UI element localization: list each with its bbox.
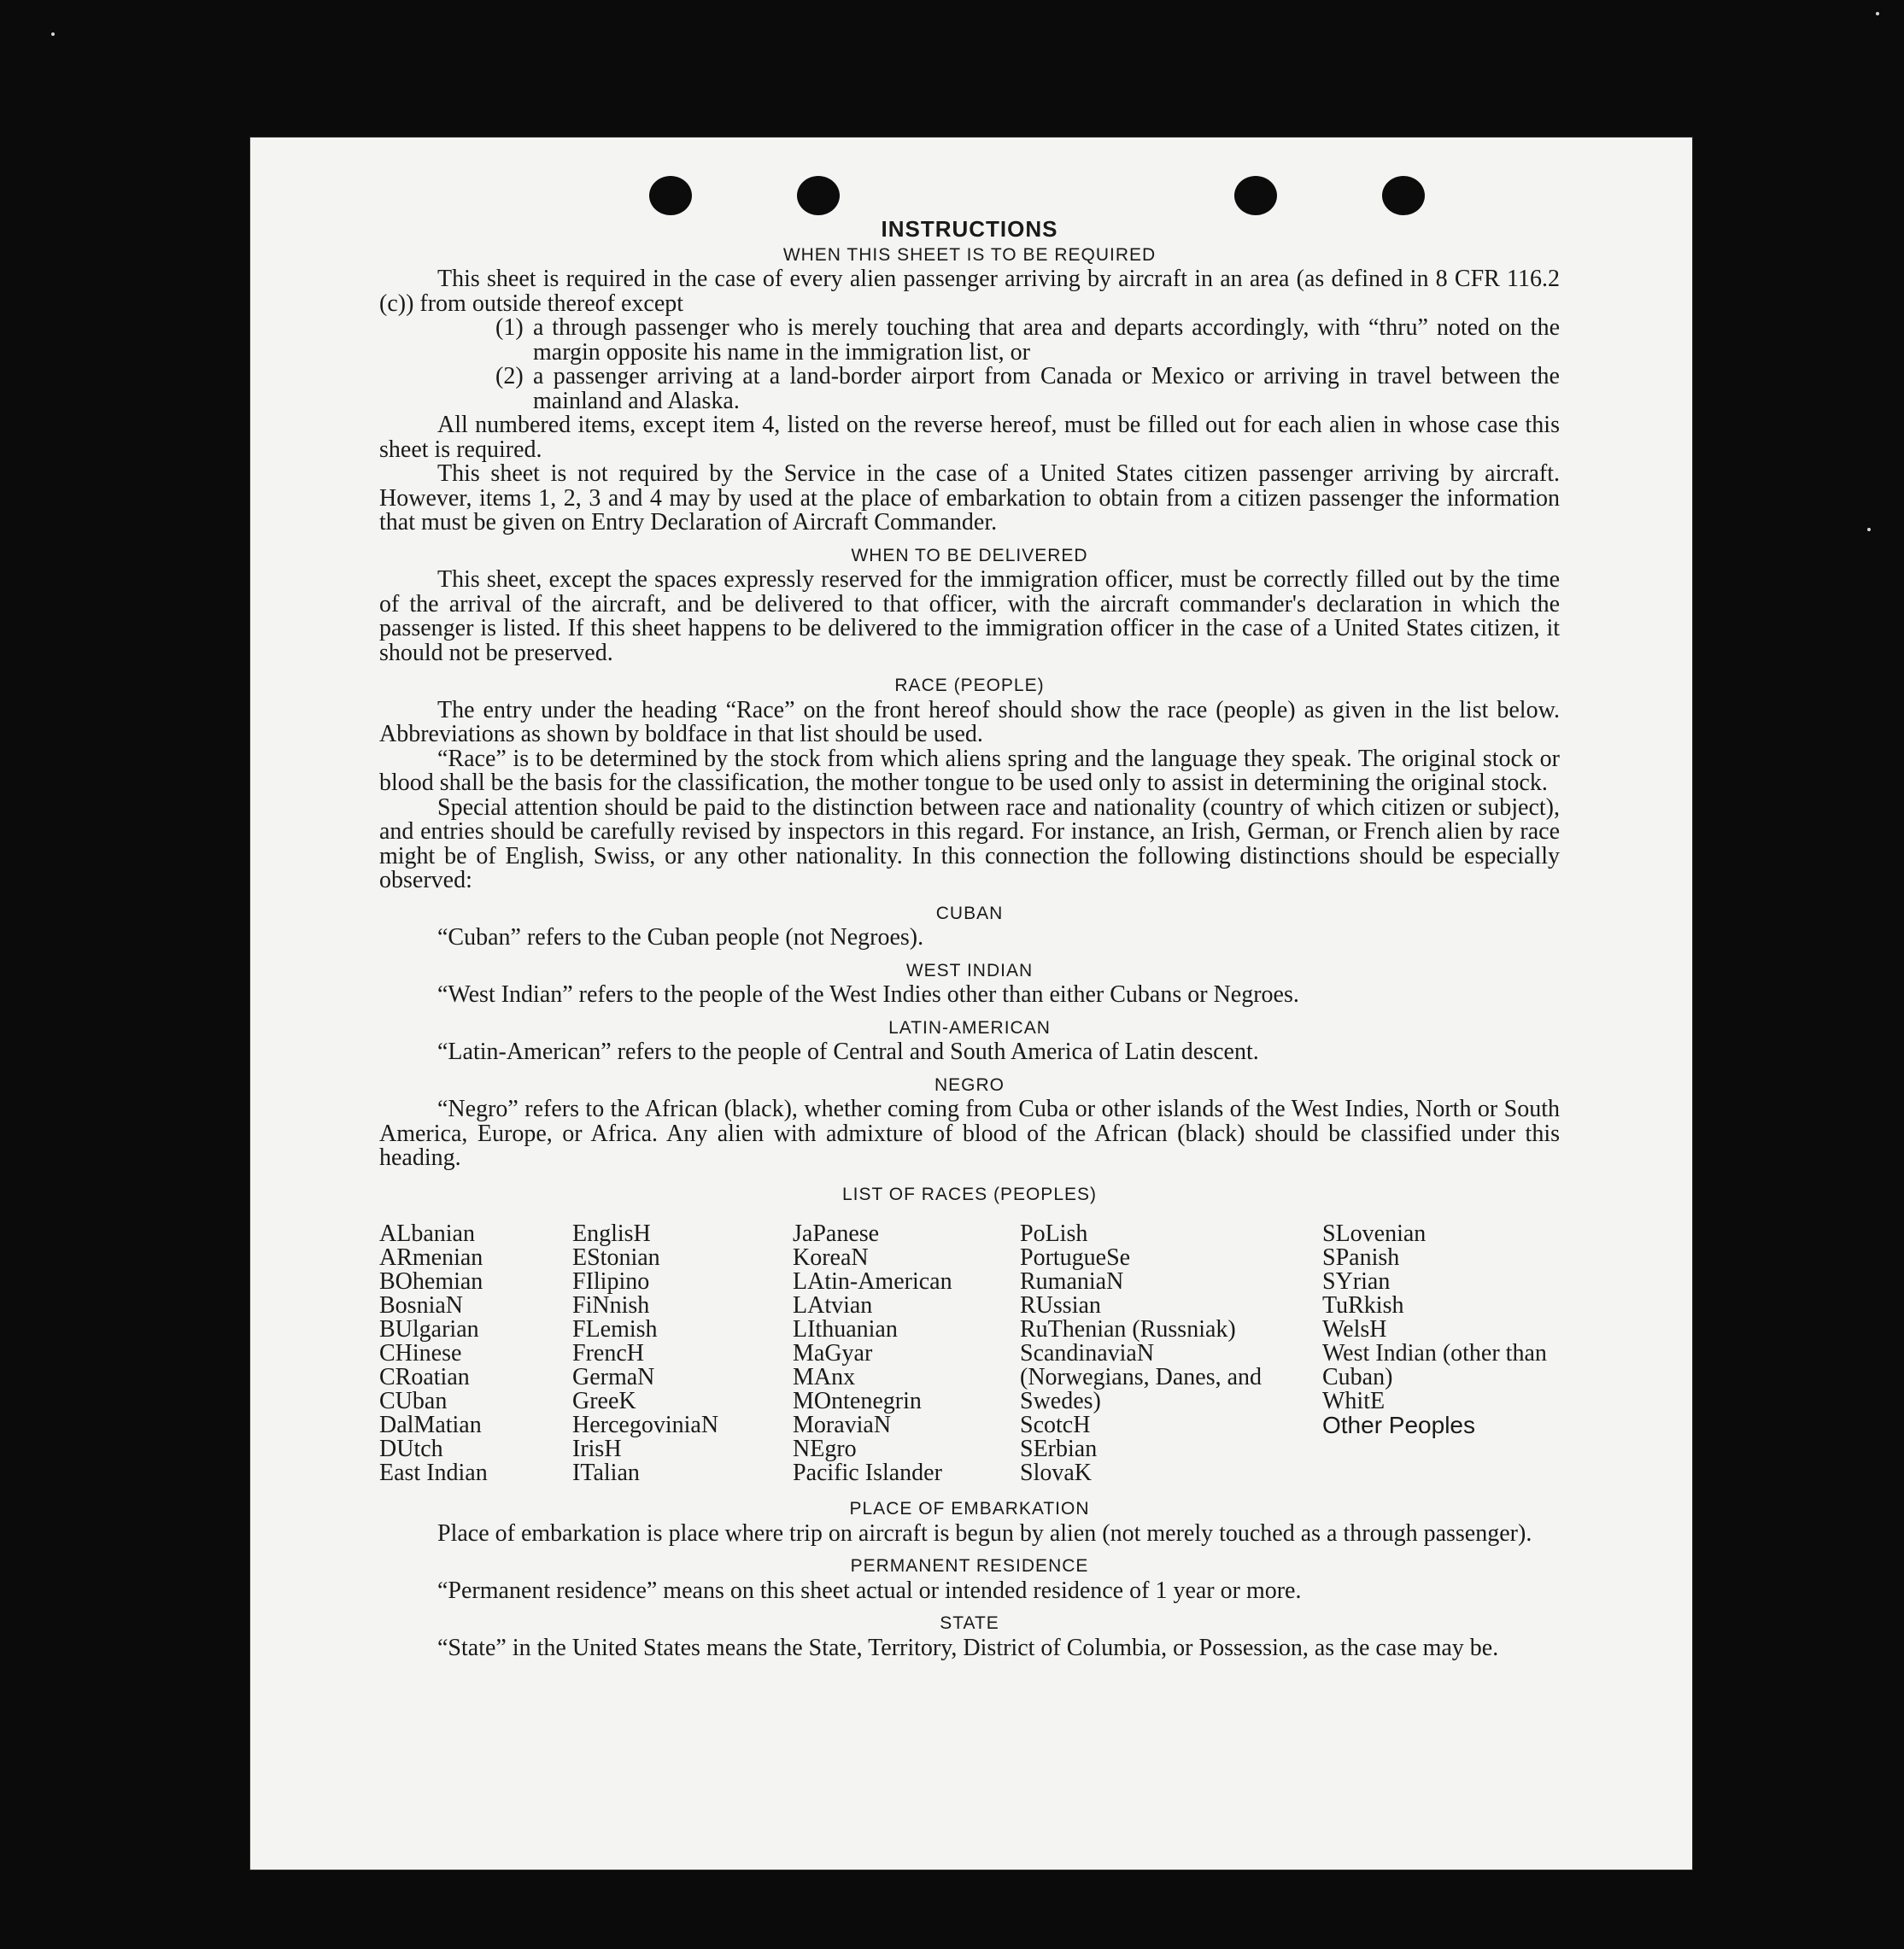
race-entry: FiNnish: [572, 1292, 650, 1319]
race-column: [572, 1222, 793, 1485]
punch-hole: [797, 176, 840, 215]
race-entry: WhitE: [1322, 1388, 1386, 1414]
definition-state: “State” in the United States means the State, Territory, District of Columbia, or Possession, as the case may be.: [437, 1634, 1499, 1661]
race-entry: ScotcH: [1020, 1412, 1091, 1438]
exception-text: a passenger arriving at a land-border airport from Canada or Mexico or arriving in travel between the mainland and Alaska.: [533, 363, 1560, 414]
section-heading-embarkation: PLACE OF EMBARKATION: [849, 1499, 1090, 1519]
race-entry: CHinese: [379, 1340, 462, 1367]
race-entry: ARmenian: [379, 1244, 483, 1271]
race-column: [379, 1222, 572, 1485]
dust-speck: [1876, 12, 1879, 15]
exception-number: (1): [495, 314, 524, 341]
race-entry: KoreaN: [793, 1244, 869, 1271]
race-entry: Pacific Islander: [793, 1460, 942, 1486]
race-entry: DUtch: [379, 1436, 443, 1462]
race-column: [1322, 1222, 1560, 1485]
race-entry: PoLish: [1020, 1220, 1088, 1247]
race-entry: Other Peoples: [1322, 1412, 1475, 1438]
race-entry: IrisH: [572, 1436, 622, 1462]
section-heading-race: RACE (PEOPLE): [894, 676, 1045, 695]
paragraph-race-entry: The entry under the heading “Race” on the front hereof should show the race (people) as given in the list below. Abbreviations as shown by boldface in that list should be used.: [379, 696, 1560, 747]
page-title: INSTRUCTIONS: [881, 216, 1058, 242]
race-entry: GreeK: [572, 1388, 636, 1414]
race-entry: FIlipino: [572, 1268, 650, 1295]
race-entry: ALbanian: [379, 1220, 475, 1247]
race-entry: TuRkish: [1322, 1292, 1404, 1319]
paragraph-required: This sheet is required in the case of every alien passenger arriving by aircraft in an area (as defined in 8 CFR 116.2 (c)) from outside thereof except: [379, 266, 1560, 317]
exception-number: (2): [495, 363, 524, 389]
instruction-sheet: [249, 137, 1693, 1870]
section-heading-state: STATE: [940, 1613, 999, 1633]
section-heading-west-indian: WEST INDIAN: [905, 960, 1034, 980]
section-heading-permanent-residence: PERMANENT RESIDENCE: [850, 1556, 1089, 1576]
race-entry: EStonian: [572, 1244, 660, 1271]
race-entry: ITalian: [572, 1460, 640, 1486]
race-entry: BUlgarian: [379, 1316, 479, 1343]
race-entry: LAtin-American: [793, 1268, 952, 1295]
race-entry: SErbian: [1020, 1436, 1098, 1462]
definition-cuban: “Cuban” refers to the Cuban people (not Negroes).: [437, 924, 924, 951]
race-entry: NEgro: [793, 1436, 857, 1462]
exception-text: a through passenger who is merely touching that area and departs accordingly, with “thru” noted on the margin opposite his name in the immigration list, or: [533, 314, 1560, 366]
definition-permanent-residence: “Permanent residence” means on this sheet actual or intended residence of 1 year or more.: [437, 1577, 1302, 1604]
race-entry: LAtvian: [793, 1292, 873, 1319]
race-entry: JaPanese: [793, 1220, 880, 1247]
punch-hole: [1234, 176, 1277, 215]
race-entry: CUban: [379, 1388, 448, 1414]
race-entry: SYrian: [1322, 1268, 1391, 1295]
paragraph-race-determination: “Race” is to be determined by the stock from which aliens spring and the language they speak. The original stock or blood shall be the basis for the classification, the mother tongue to be used only to assist in determining the original stock.: [379, 745, 1560, 796]
punch-hole: [649, 176, 692, 215]
race-entry: MoraviaN: [793, 1412, 892, 1438]
race-entry: HercegoviniaN: [572, 1412, 719, 1438]
punch-hole: [1382, 176, 1425, 215]
section-heading-when-required: WHEN THIS SHEET IS TO BE REQUIRED: [782, 244, 1157, 265]
race-entry: ScandinaviaN (Norwegians, Danes, and Swedes): [1020, 1340, 1262, 1414]
section-heading-latin-american: LATIN-AMERICAN: [888, 1017, 1051, 1038]
race-entry: DalMatian: [379, 1412, 482, 1438]
dust-speck: [51, 32, 55, 36]
race-entry: East Indian: [379, 1460, 488, 1486]
definition-negro: “Negro” refers to the African (black), whether coming from Cuba or other islands of the West Indies, North or South America, Europe, or Africa. Any alien with admixture of blood of the African (black) should be classified under this heading.: [379, 1096, 1560, 1171]
race-entry: FrencH: [572, 1340, 644, 1367]
race-entry: LIthuanian: [793, 1316, 898, 1343]
race-entry: MOntenegrin: [793, 1388, 922, 1414]
race-entry: RuThenian (Russniak): [1020, 1316, 1236, 1343]
race-entry: SLovenian: [1322, 1220, 1427, 1247]
race-entry: FLemish: [572, 1316, 658, 1343]
race-entry: MAnx: [793, 1364, 856, 1390]
paragraph-delivery: This sheet, except the spaces expressly reserved for the immigration officer, must be correctly filled out by the time of the arrival of the aircraft, and be delivered to that officer, with the aircraft commander's declaration in which the passenger is listed. If this sheet happens to be delivered to the immigration officer in the case of a United States citizen, it should not be preserved.: [379, 566, 1560, 666]
race-entry: MaGyar: [793, 1340, 873, 1367]
race-entry: SPanish: [1322, 1244, 1400, 1271]
definition-latin-american: “Latin-American” refers to the people of Central and South America of Latin descent.: [437, 1039, 1259, 1065]
race-entry: GermaN: [572, 1364, 655, 1390]
instructions-body: [379, 215, 1560, 1660]
race-entry: WelsH: [1322, 1316, 1387, 1343]
race-entry: West Indian (other than Cuban): [1322, 1340, 1547, 1390]
definition-embarkation: Place of embarkation is place where trip on aircraft is begun by alien (not merely touched as a through passenger).: [437, 1519, 1532, 1547]
race-entry: SlovaK: [1020, 1460, 1092, 1486]
section-heading-negro: NEGRO: [934, 1074, 1005, 1095]
exception-item: [495, 316, 1560, 365]
dust-speck: [1867, 528, 1871, 531]
race-entry: RumaniaN: [1020, 1268, 1124, 1295]
paragraph-race-nationality: Special attention should be paid to the distinction between race and nationality (country of which citizen or subject), and entries should be carefully revised by inspectors in this regard. For instance, an Irish, German, or French alien by race might be of English, Swiss, or any other nationality. In this connection the following distinctions should be especially observed:: [379, 793, 1560, 893]
section-heading-when-delivered: WHEN TO BE DELIVERED: [851, 545, 1088, 565]
race-entry: EnglisH: [572, 1220, 651, 1247]
race-entry: RUssian: [1020, 1292, 1101, 1319]
race-entry: BOhemian: [379, 1268, 483, 1295]
exception-item: [495, 365, 1560, 413]
race-column: [1020, 1222, 1322, 1485]
race-list: [379, 1222, 1560, 1485]
section-heading-cuban: CUBAN: [935, 903, 1004, 923]
paragraph-numbered-items: All numbered items, except item 4, listed on the reverse hereof, must be filled out for each alien in whose case this sheet is required.: [379, 412, 1560, 463]
definition-west-indian: “West Indian” refers to the people of the West Indies other than either Cubans or Negroes.: [437, 981, 1299, 1008]
race-entry: CRoatian: [379, 1364, 470, 1390]
paragraph-citizen: This sheet is not required by the Service in the case of a United States citizen passenger arriving by aircraft. However, items 1, 2, 3 and 4 may by used at the place of embarkation to obtain from a citizen passenger the information that must be given on Entry Declaration of Aircraft Commander.: [379, 460, 1560, 536]
race-column: [793, 1222, 1020, 1485]
race-entry: BosniaN: [379, 1292, 463, 1319]
race-entry: PortugueSe: [1020, 1244, 1131, 1271]
section-heading-list-of-races: LIST OF RACES (PEOPLES): [841, 1184, 1098, 1204]
